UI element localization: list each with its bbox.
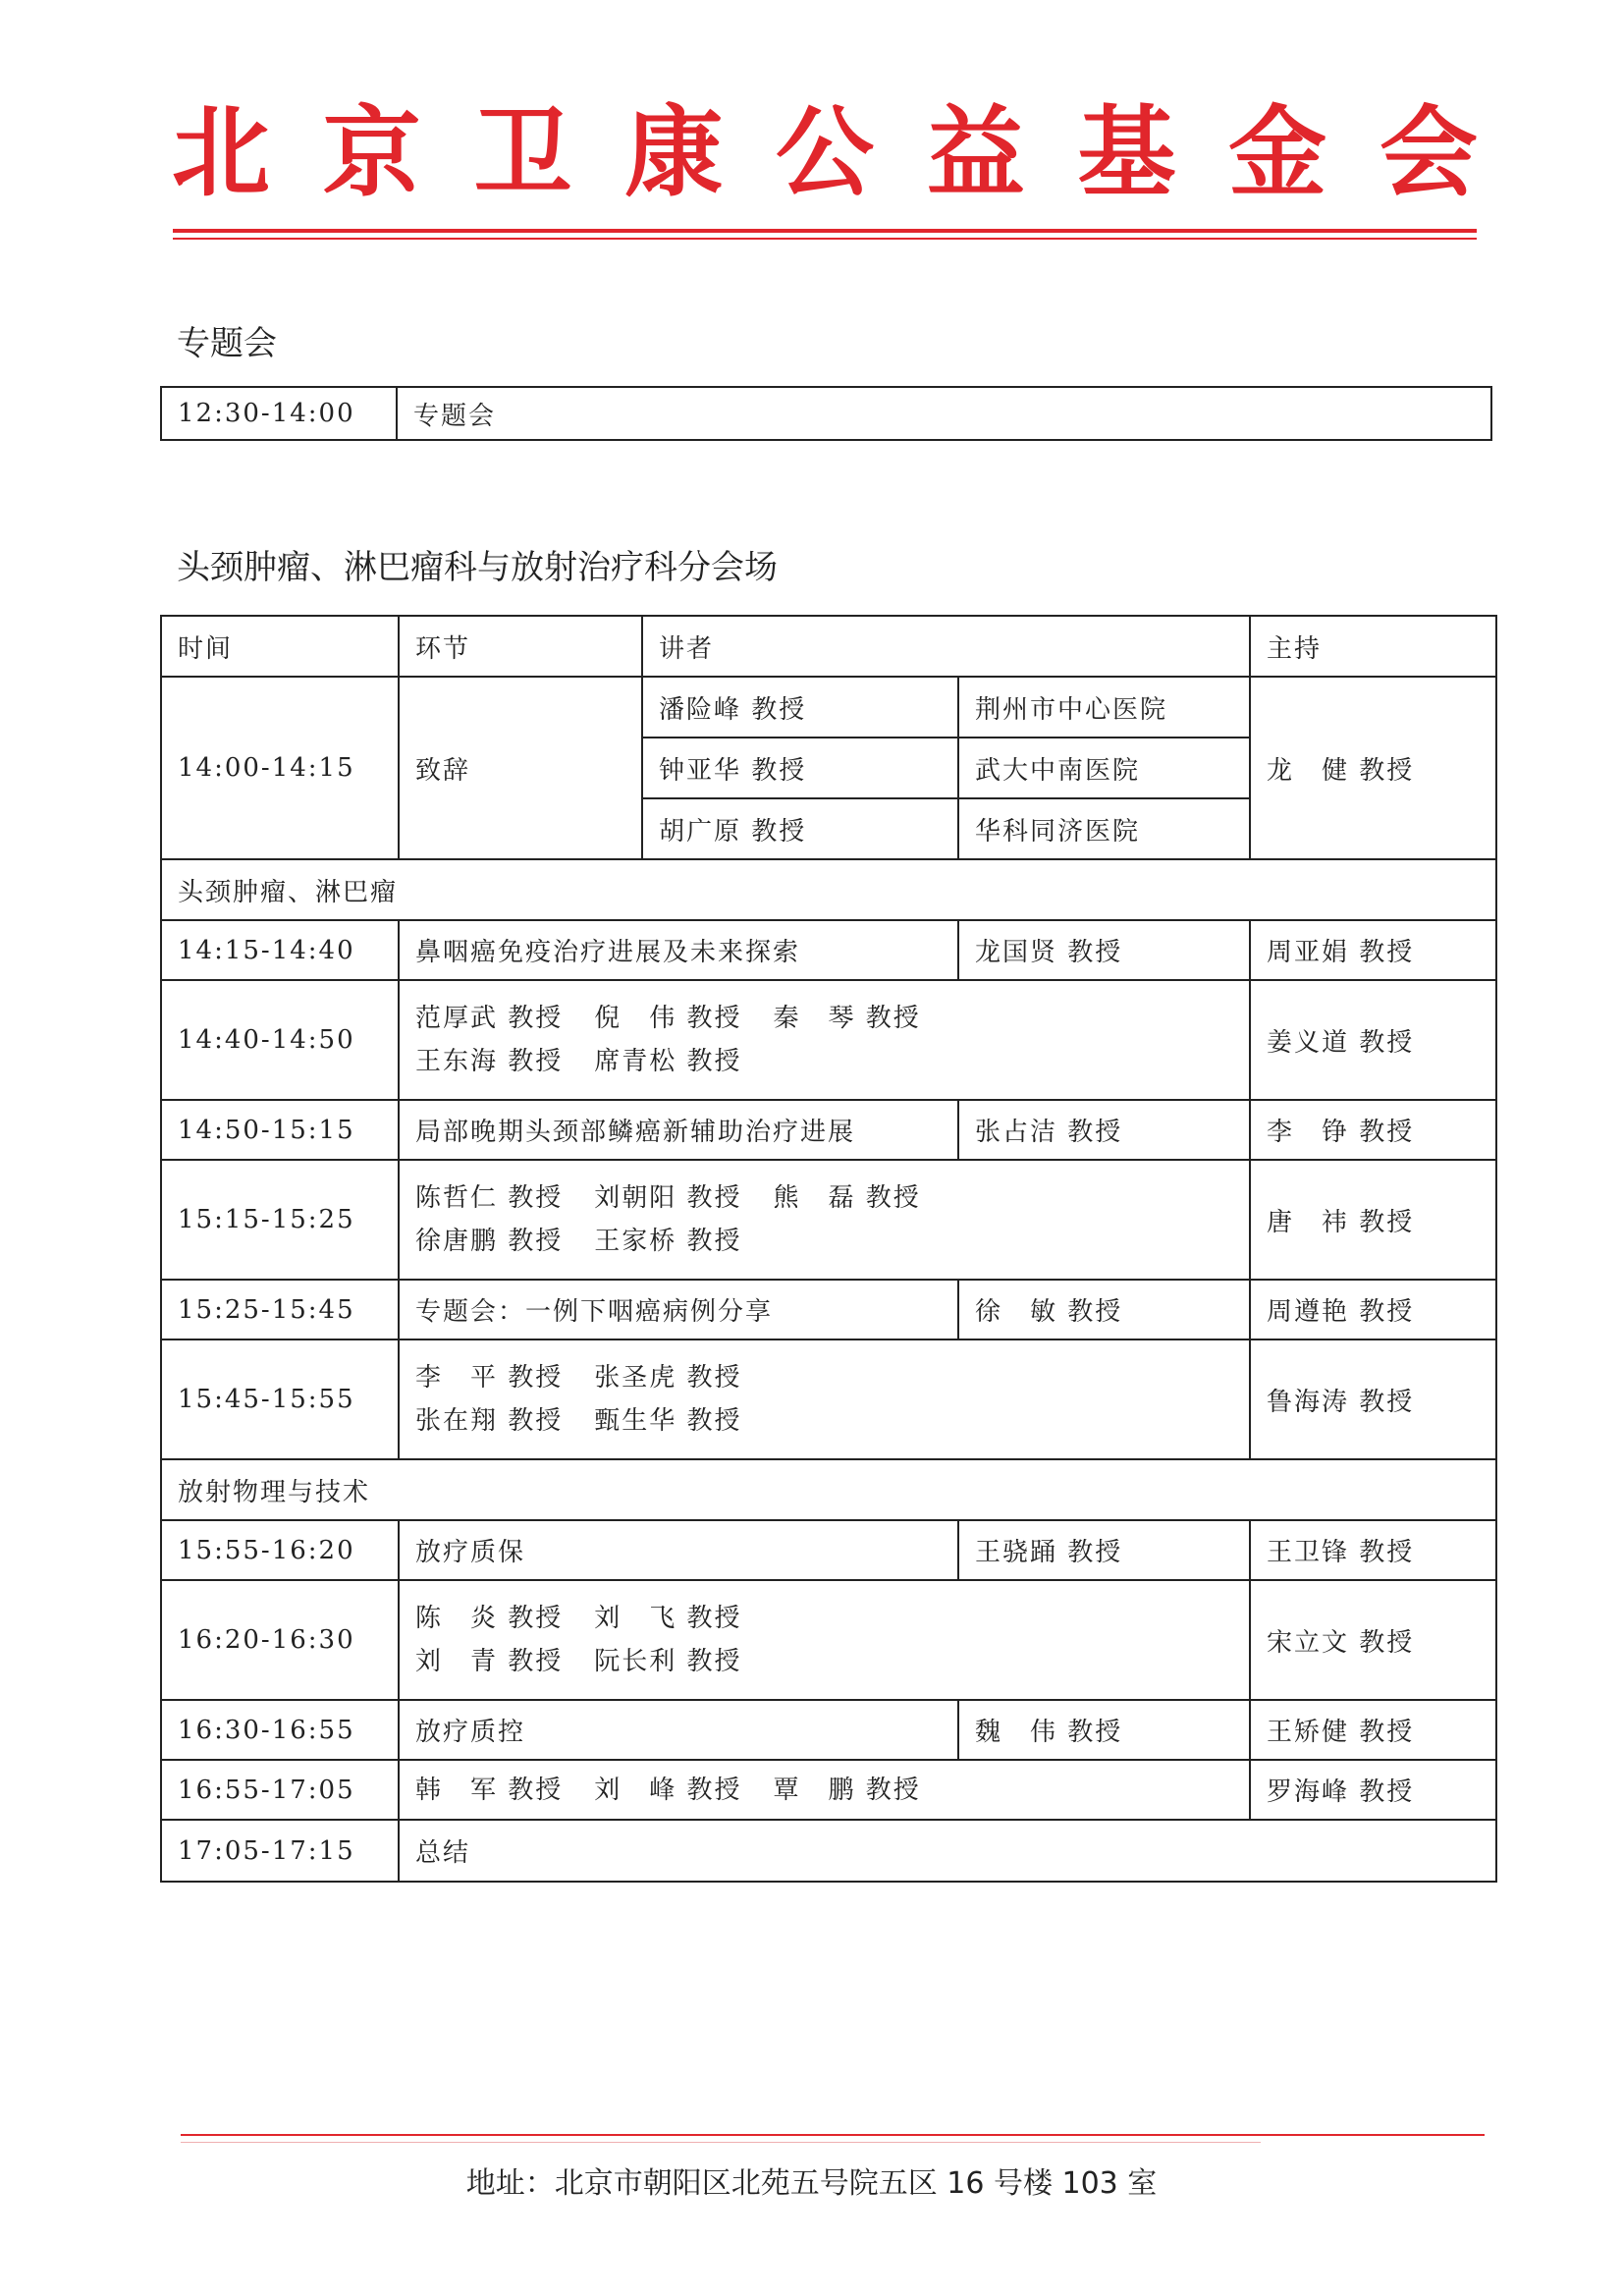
letterhead-char: 卫 (473, 94, 572, 210)
table-row (161, 1760, 1496, 1820)
speaker-cell: 龙国贤 教授 (958, 920, 1250, 980)
table-row (161, 1520, 1496, 1580)
table-row (161, 1820, 1496, 1882)
table-row (161, 1700, 1496, 1760)
panel-speakers-cell (399, 1580, 1250, 1700)
time-cell: 14:00-14:15 (161, 677, 399, 859)
footer-rule (181, 2134, 1485, 2136)
panel-speaker: 王家桥 教授 (594, 1227, 742, 1256)
panel-speaker: 覃 鹏 教授 (773, 1775, 921, 1805)
time-cell: 15:45-15:55 (161, 1339, 399, 1459)
header-host: 主持 (1250, 616, 1496, 677)
panel-line (415, 997, 1233, 1040)
panel-speaker: 熊 磊 教授 (773, 1183, 921, 1213)
topic-cell: 总结 (399, 1820, 1496, 1882)
group-row (161, 859, 1496, 920)
topic-cell: 局部晚期头颈部鳞癌新辅助治疗进展 (399, 1100, 958, 1160)
topic-cell: 放疗质保 (399, 1520, 958, 1580)
time-cell: 16:20-16:30 (161, 1580, 399, 1700)
table-row (161, 1100, 1496, 1160)
host-cell: 姜义道 教授 (1250, 980, 1496, 1100)
segment-cell: 致辞 (399, 677, 642, 859)
host-cell: 宋立文 教授 (1250, 1580, 1496, 1700)
panel-speaker: 陈 炎 教授 (415, 1604, 564, 1633)
time-cell: 15:55-16:20 (161, 1520, 399, 1580)
panel-speakers-cell (399, 980, 1250, 1100)
table-row (161, 1280, 1496, 1339)
speaker-cell: 钟亚华 教授 (642, 738, 958, 798)
host-cell: 周遵艳 教授 (1250, 1280, 1496, 1339)
letterhead-char: 金 (1228, 94, 1327, 210)
letterhead-char: 基 (1077, 94, 1176, 210)
host-cell: 鲁海涛 教授 (1250, 1339, 1496, 1459)
host-cell: 李 铮 教授 (1250, 1100, 1496, 1160)
panel-line (415, 1769, 1233, 1812)
header-speaker: 讲者 (642, 616, 1250, 677)
table-header-row (161, 616, 1496, 677)
speaker-cell: 潘险峰 教授 (642, 677, 958, 738)
panel-speaker: 徐唐鹏 教授 (415, 1227, 564, 1256)
org-cell: 荆州市中心医院 (958, 677, 1250, 738)
speaker-cell: 魏 伟 教授 (958, 1700, 1250, 1760)
table-row (161, 677, 1496, 738)
table-row (161, 1160, 1496, 1280)
panel-speaker: 秦 琴 教授 (773, 1004, 921, 1033)
panel-speaker: 陈哲仁 教授 (415, 1183, 564, 1213)
panel-speaker: 韩 军 教授 (415, 1775, 564, 1805)
host-cell: 唐 祎 教授 (1250, 1160, 1496, 1280)
host-cell: 周亚娟 教授 (1250, 920, 1496, 980)
letterhead-title (172, 94, 1478, 210)
panel-speakers-cell (399, 1339, 1250, 1459)
group-title: 放射物理与技术 (161, 1459, 1496, 1520)
header-time: 时间 (161, 616, 399, 677)
letterhead-char: 益 (926, 94, 1025, 210)
group-row (161, 1459, 1496, 1520)
panel-line (415, 1356, 1233, 1399)
panel-line (415, 1176, 1233, 1220)
section-title-venue: 头颈肿瘤、淋巴瘤科与放射治疗科分会场 (177, 548, 778, 587)
host-cell: 王矫健 教授 (1250, 1700, 1496, 1760)
section-title-symposium: 专题会 (177, 324, 277, 363)
panel-speaker: 张圣虎 教授 (594, 1363, 742, 1393)
table-row (161, 920, 1496, 980)
letterhead-char: 会 (1380, 94, 1478, 210)
footer-address: 地址：北京市朝阳区北苑五号院五区 16 号楼 103 室 (465, 2166, 1158, 2201)
time-cell: 14:50-15:15 (161, 1100, 399, 1160)
speaker-cell: 王骁踊 教授 (958, 1520, 1250, 1580)
org-cell: 武大中南医院 (958, 738, 1250, 798)
table-row (161, 387, 1491, 440)
letterhead-char: 康 (624, 94, 724, 210)
panel-line (415, 1220, 1233, 1263)
segment-cell: 专题会 (397, 387, 1491, 440)
panel-speakers-cell (399, 1160, 1250, 1280)
letterhead-char: 北 (172, 94, 270, 210)
time-cell: 14:40-14:50 (161, 980, 399, 1100)
host-cell: 罗海峰 教授 (1250, 1760, 1496, 1820)
panel-line (415, 1597, 1233, 1640)
panel-speaker: 刘 峰 教授 (594, 1775, 742, 1805)
table-row (161, 980, 1496, 1100)
time-cell: 12:30-14:00 (161, 387, 397, 440)
panel-speaker: 席青松 教授 (594, 1047, 742, 1076)
time-cell: 14:15-14:40 (161, 920, 399, 980)
header-segment: 环节 (399, 616, 642, 677)
panel-line (415, 1040, 1233, 1083)
topic-cell: 鼻咽癌免疫治疗进展及未来探索 (399, 920, 958, 980)
panel-speakers-cell (399, 1760, 1250, 1820)
panel-speaker: 范厚武 教授 (415, 1004, 564, 1033)
topic-cell: 放疗质控 (399, 1700, 958, 1760)
panel-line (415, 1640, 1233, 1683)
panel-speaker: 刘 青 教授 (415, 1647, 564, 1676)
table-row (161, 1580, 1496, 1700)
panel-line (415, 1399, 1233, 1443)
table-row (161, 1339, 1496, 1459)
time-cell: 16:55-17:05 (161, 1760, 399, 1820)
host-cell: 王卫锋 教授 (1250, 1520, 1496, 1580)
host-cell: 龙 健 教授 (1250, 677, 1496, 859)
time-cell: 15:15-15:25 (161, 1160, 399, 1280)
footer-rule-faint (181, 2142, 1261, 2143)
panel-speaker: 刘 飞 教授 (594, 1604, 742, 1633)
panel-speaker: 刘朝阳 教授 (594, 1183, 742, 1213)
letterhead-char: 京 (322, 94, 421, 210)
time-cell: 15:25-15:45 (161, 1280, 399, 1339)
speaker-cell: 张占洁 教授 (958, 1100, 1250, 1160)
panel-speaker: 李 平 教授 (415, 1363, 564, 1393)
letterhead-rule-thick (173, 229, 1477, 233)
speaker-cell: 徐 敏 教授 (958, 1280, 1250, 1339)
panel-speaker: 张在翔 教授 (415, 1406, 564, 1436)
topic-cell: 专题会：一例下咽癌病例分享 (399, 1280, 958, 1339)
letterhead-char: 公 (776, 94, 874, 210)
speaker-cell: 胡广原 教授 (642, 798, 958, 859)
panel-speaker: 甄生华 教授 (594, 1406, 742, 1436)
org-cell: 华科同济医院 (958, 798, 1250, 859)
panel-speaker: 阮长利 教授 (594, 1647, 742, 1676)
time-cell: 17:05-17:15 (161, 1820, 399, 1882)
group-title: 头颈肿瘤、淋巴瘤 (161, 859, 1496, 920)
letterhead-rule-thin (173, 238, 1477, 240)
panel-speaker: 倪 伟 教授 (594, 1004, 742, 1033)
schedule-table (160, 615, 1497, 1883)
panel-speaker: 王东海 教授 (415, 1047, 564, 1076)
symposium-table (160, 386, 1492, 441)
time-cell: 16:30-16:55 (161, 1700, 399, 1760)
